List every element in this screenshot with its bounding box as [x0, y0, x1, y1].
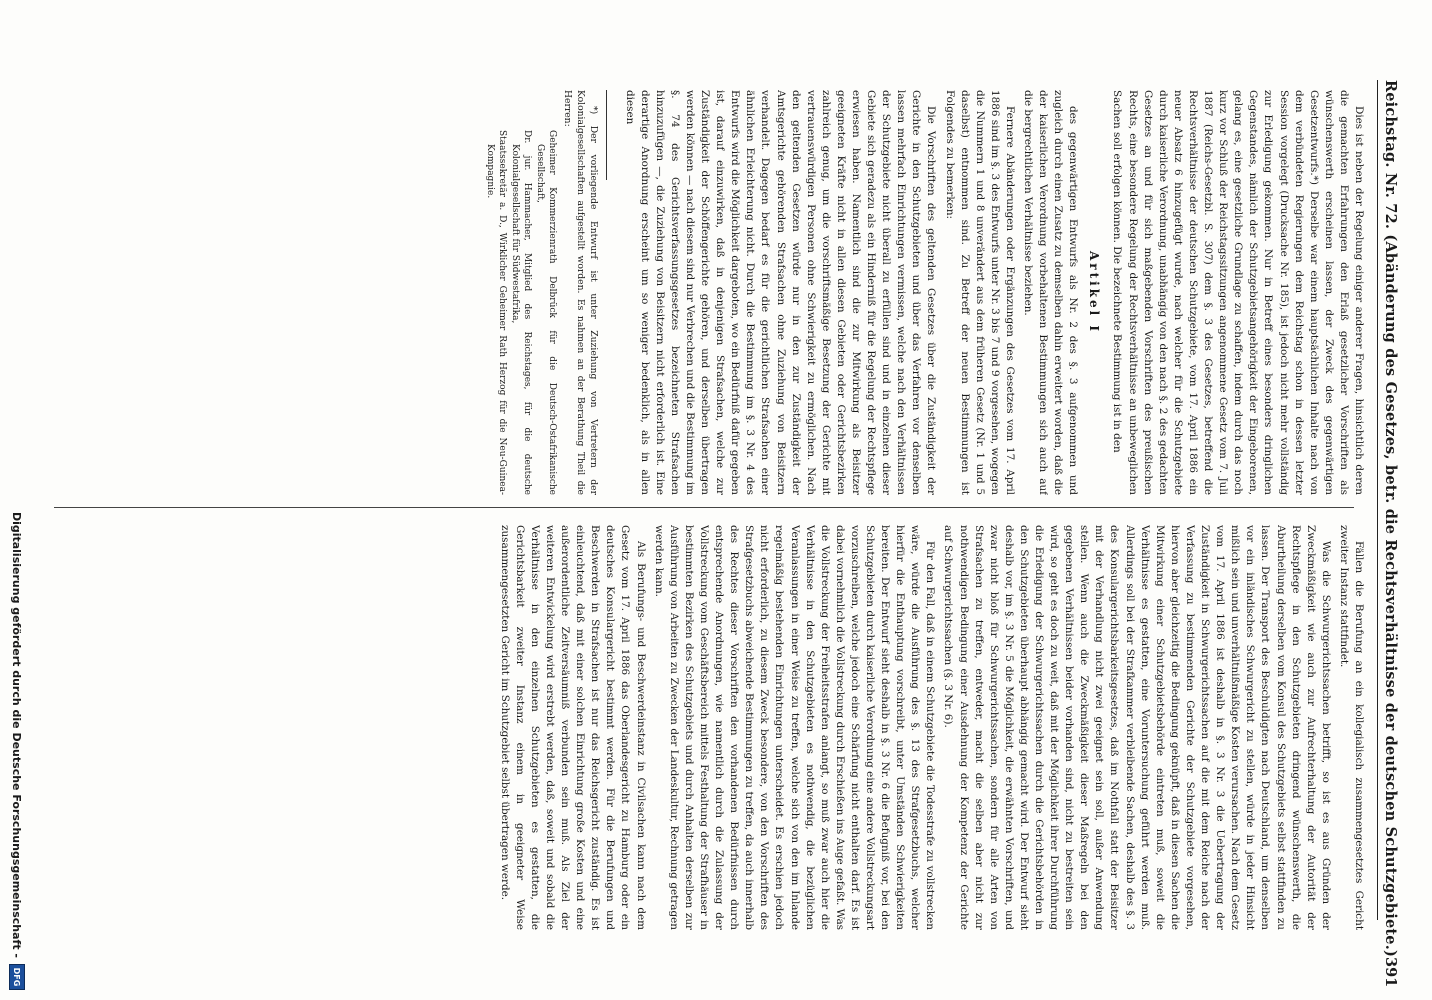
paragraph: Was die Schwurgerichtssachen betrifft, so ist es aus Gründen der Zweckmäßigkeit wie auch zur Aufrechterhaltung der Autorität der Rechtspflege in den Schutzgebieten dringend wünschenswerth, die Aburtheilung derselben vom Konsul des Schutzgebiets selbst stattfinden zu lassen. Der Transport des Beschuldigten nach Deutschland, um denselben vor ein inländisches Schwurgericht zu stellen, würde in jeder Hinsicht mißlich sein und unverhältnißmäßige Kosten verursachen. Nach dem Gesetz vom 17. April 1886 ist deshalb in §. 3 Nr. 3 die Uebertragung der Zuständigkeit in Schwurgerichtssachen auf die mit dem Reiche nach der Verfassung zu bestimmenden Gerichte der Schutzgebiete vorgesehen, hiervon aber gleichzeitig die Bedingung geknüpft, daß in diesen Sachen die Mitwirkung einer Schutzgebietsbehörde eintreten muß, soweit die Verhältnisse es gestatten, eine Voruntersuchung geführt werden muß. Allerdings soll bei der Strafkammer verbleibende Sachen, deshalb des §. 3 des Konsulargerichtsbarkeitsgesetzes, daß im Nothfall statt der Beisitzer mit der Verhandlung nicht zwei geeignet sein soll, außer Anwendung stellen. Wenn auch die Zweckmäßigkeit dieser Maßregeln bei den gegebenen Verhältnissen beider vorhanden sind, nicht zu bestreiten sein wird, so geht es doch zu weit, daß mit der Möglichkeit ihrer Durchführung die Erledigung der Schwurgerichtssachen durch die Gerichtsbehörden in den Schutzgebieten überhaupt abhängig gemacht wird. Der Entwurf sieht deshalb vor, im §. 3 Nr. 5 die Möglichkeit, die erwähnten Vorschriften, und zwar nicht bloß für Schwurgerichtssachen, sondern für alle Arten von Strafsachen zu treffen, entweder, macht die selben aber nicht zur nothwendigen Bedingung einer Ausdehnung der Kompetenz der Gerichte auf Schwurgerichtssachen (§. 3 Nr. 6). [942, 525, 1332, 930]
page-number: 391 [1382, 957, 1399, 988]
article-heading: Artikel I [1087, 250, 1102, 335]
article-paragraph: Die Vorschriften des geltenden Gesetzes über die Zuständigkeit der Gerichte in den Schutzgebieten und über das Verfahren vor denselben lassen mehrfach Einrichtungen vermissen, welche nach den Verhältnissen der Schutzgebiete nicht überall zu erfüllen sind und in einzelnen dieser Gebiete sich geradezu als ein Hinderniß für die Regelung der Rechtspflege erwiesen haben. Namentlich sind die zur Mitwirkung als Beisitzer geeigneten Kräfte nicht in allen diesen Gebieten oder Gerichtsbezirken zahlreich genug, um die vorschriftsmäßige Besetzung der Gerichte mit vertrauenswürdigen Personen ohne Schwierigkeit zu ermöglichen. Nach den geltenden Gesetzen würde nur in den zur Zuständigkeit der Amtsgerichte gehörenden Strafsachen ohne Zuziehung von Beisitzern verhandelt. Dagegen bedarf es für die gerichtlichen Strafsachen einer ähnlichen Erleichterung nicht. Durch die Bestimmung im §. 3 Nr. 4 des Entwurfs wird die Möglichkeit dargeboten, wo ein Bedürfniß dafür gegeben ist, darauf einzuwirken, daß in denjenigen Strafsachen, welche zur Zuständigkeit der Schöffengerichte gehören, und derselben übertragen werden können — nach diesem sind nur Verbrechen und die Bestimmung im §. 74 des Gerichtsverfassungsgesetzes bezeichneten Strafsachen hinzuzufügen —, die Zuziehung von Beisitzern nicht erforderlich ist. Eine derartige Anordnung erscheint um so weniger bedenklich, als in allen diesen [623, 90, 938, 495]
credit-text: Digitalisierung gefördert durch die Deutsche Forschungsgemeinschaft - [10, 511, 24, 958]
footnote-divider [607, 90, 608, 180]
running-head: Reichstag. Nr. 72. (Abänderung des Gesetzes, betr. die Rechtsverhältnisse der deutschen Schutzgebiete.) [1382, 80, 1399, 957]
article-paragraph: des gegenwärtigen Entwurfs als Nr. 2 des §. 3 aufgenommen und zugleich durch einen Zusatz zu demselben dahin erweitert worden, daß die der kaiserlichen Verordnung vorbehaltenen Bestimmungen sich auch auf die bergrechtlichen Verhältnisse beziehen. [1022, 90, 1080, 495]
article-paragraph: Fernere Abänderungen oder Ergänzungen des Gesetzes vom 17. April 1886 sind im §. 3 des Entwurfs unter Nr. 3 bis 7 und 9 vorgesehen, wogegen die Nummern 1 und 8 unverändert aus dem früheren Gesetz (Nr. 1 und 5 daselbst) entnommen sind. Zu Betreff der neuen Bestimmungen ist Folgendes zu bemerken: [943, 90, 1016, 495]
paragraph: Fällen die Berufung an ein kollegialisch zusammengesetztes Gericht zweiter Instanz stattfindet. [1337, 525, 1365, 930]
paragraph: Für den Fall, daß in einem Schutzgebiete die Todesstrafe zu vollstrecken wäre, würde die Ausführung des §. 13 des Strafgesetzbuchs, welcher hierfür die Enthauptung vorschreibt, unter Umständen Schwierigkeiten bereiten. Der Entwurf sieht deshalb in §. 3 Nr. 6 die Befugniß vor, bei den Schutzgebieten durch kaiserliche Verordnung eine andere Vollstreckungsart vorzuschreiben, welche jedoch eine Schärfung nicht enthalten darf. Es ist dabei vornehmlich die Vollstreckung durch Erschießen ins Auge gefaßt. Was die Vollstreckung der Freiheitsstrafen anlangt, so muß zwar auch hier die Verhältnisse in den Schutzgebieten es nothwendig, die bezüglichen Veranlassungen in einer Weise zu treffen, welche sich von den im Inlande regelmäßig bestehenden Einrichtungen unterscheidet. Es erschien jedoch nicht erforderlich, zu diesem Zweck besondere, von den Vorschriften des Strafgesetzbuchs abweichende Bestimmungen zu treffen, da auch innerhalb des Rechtes dieser Vorschriften den vorhandenen Bedürfnissen durch entsprechende Anordnungen, wie namentlich durch die Zulassung der Vollstreckung vom Geschäftsbereich mittels Festhaltung der Strafhäuser in bestimmten Bezirken des Schutzgebiets und durch Anhalten derselben zur Ausführung von Arbeiten zu Zwecken der Landeskultur, Rechnung getragen werden kann. [652, 525, 937, 930]
footnote-name: Staatssekretär a. D., Wirklicher Geheimer Rath Herzog für die Neu-Guinea-Kompagnie. [485, 130, 508, 495]
column-divider [54, 507, 1354, 508]
right-column [26, 525, 1366, 930]
paragraph: Als Berufungs- und Beschwerdeinstanz in Civilsachen kann nach dem Gesetz vom 17. April 1886 das Oberlandesgericht zu Hamburg oder ein deutsches Konsulargericht bestimmt werden. Für die Berufungen und Beschwerden in Strafsachen ist nur das Reichsgericht zuständig. Es ist einleuchtend, daß mit einer solchen Einrichtung große Kosten und eine außerordentliche Zeitversäumniß verbunden sein muß. Als Ziel der weiteren Entwickelung wird erstrebt werden, daß, soweit und sobald die Verhältnisse in den einzelnen Schutzgebieten es gestatten, die Gerichtsbarkeit zweiter Instanz einem in geeigneter Weise zusammengesetzten Gericht im Schutzgebiet selbst übertragen werde. [498, 525, 647, 930]
dfg-logo: DFG [9, 964, 25, 990]
intro-paragraph: Dies ist neben der Regelung einiger anderer Fragen, hinsichtlich deren die gemachten Erfahrungen den Erlaß gesetzlicher Vorschriften als wünschenswerth erscheinen lassen, der Zweck des gegenwärtigen Gesetzentwurfs.*) Derselbe war einem hauptsächlichen Inhalte nach von dem verbündeten Regierungen dem Reichstag schon in dessen letzter Session vorgelegt (Drucksache Nr. 185), ist jedoch nicht mehr vollständig zur Erledigung gekommen. Nur in Betreff eines besonders dringlichen Gegenstandes, nämlich der Schutzgebietsangehörigkeit der Eingeborenen, gelang es, eine gesetzliche Grundlage zu schaffen, indem durch das noch kurz vor Schluß der Reichstagssitzungen angenommene Gesetz vom 7. Juli 1887 (Reichs-Gesetzbl. S. 307) dem §. 3 des Gesetzes, betreffend die Rechtsverhältnisse der deutschen Schutzgebiete, vom 17. April 1886 ein neuer Absatz 6 hinzugefügt wurde, nach welcher für die Schutzgebiete durch kaiserliche Verordnung, unabhängig von den nach §. 2 des gedachten Gesetzes an und für sich maßgebenden Vorschriften des preußischen Rechts, eine besondere Regelung der Rechtsverhältnisse an unbeweglichen Sachen soll erfolgen können. Die bezeichnete Bestimmung ist in den [1111, 90, 1365, 495]
left-column [26, 90, 1366, 495]
footnote-name: Dr. jur. Hammacher, Mitglied des Reichstages, für die deutsche Kolonialgesellschaft für Südwestafrika, [510, 130, 533, 495]
footnote: *) Der vorliegende Entwurf ist unter Zuziehung von Vertretern der Kolonialgesellschaften aufgestellt worden. Es nahmen an der Berathung Theil die Herren: [562, 90, 600, 495]
footnote-name-list [484, 90, 559, 495]
page-header [1377, 80, 1412, 988]
footnote-name: Geheimer Kommerzienrath Delbrück für die Deutsch-Ostafrikanische Gesellschaft, [535, 130, 558, 495]
digitization-credit [6, 470, 28, 990]
